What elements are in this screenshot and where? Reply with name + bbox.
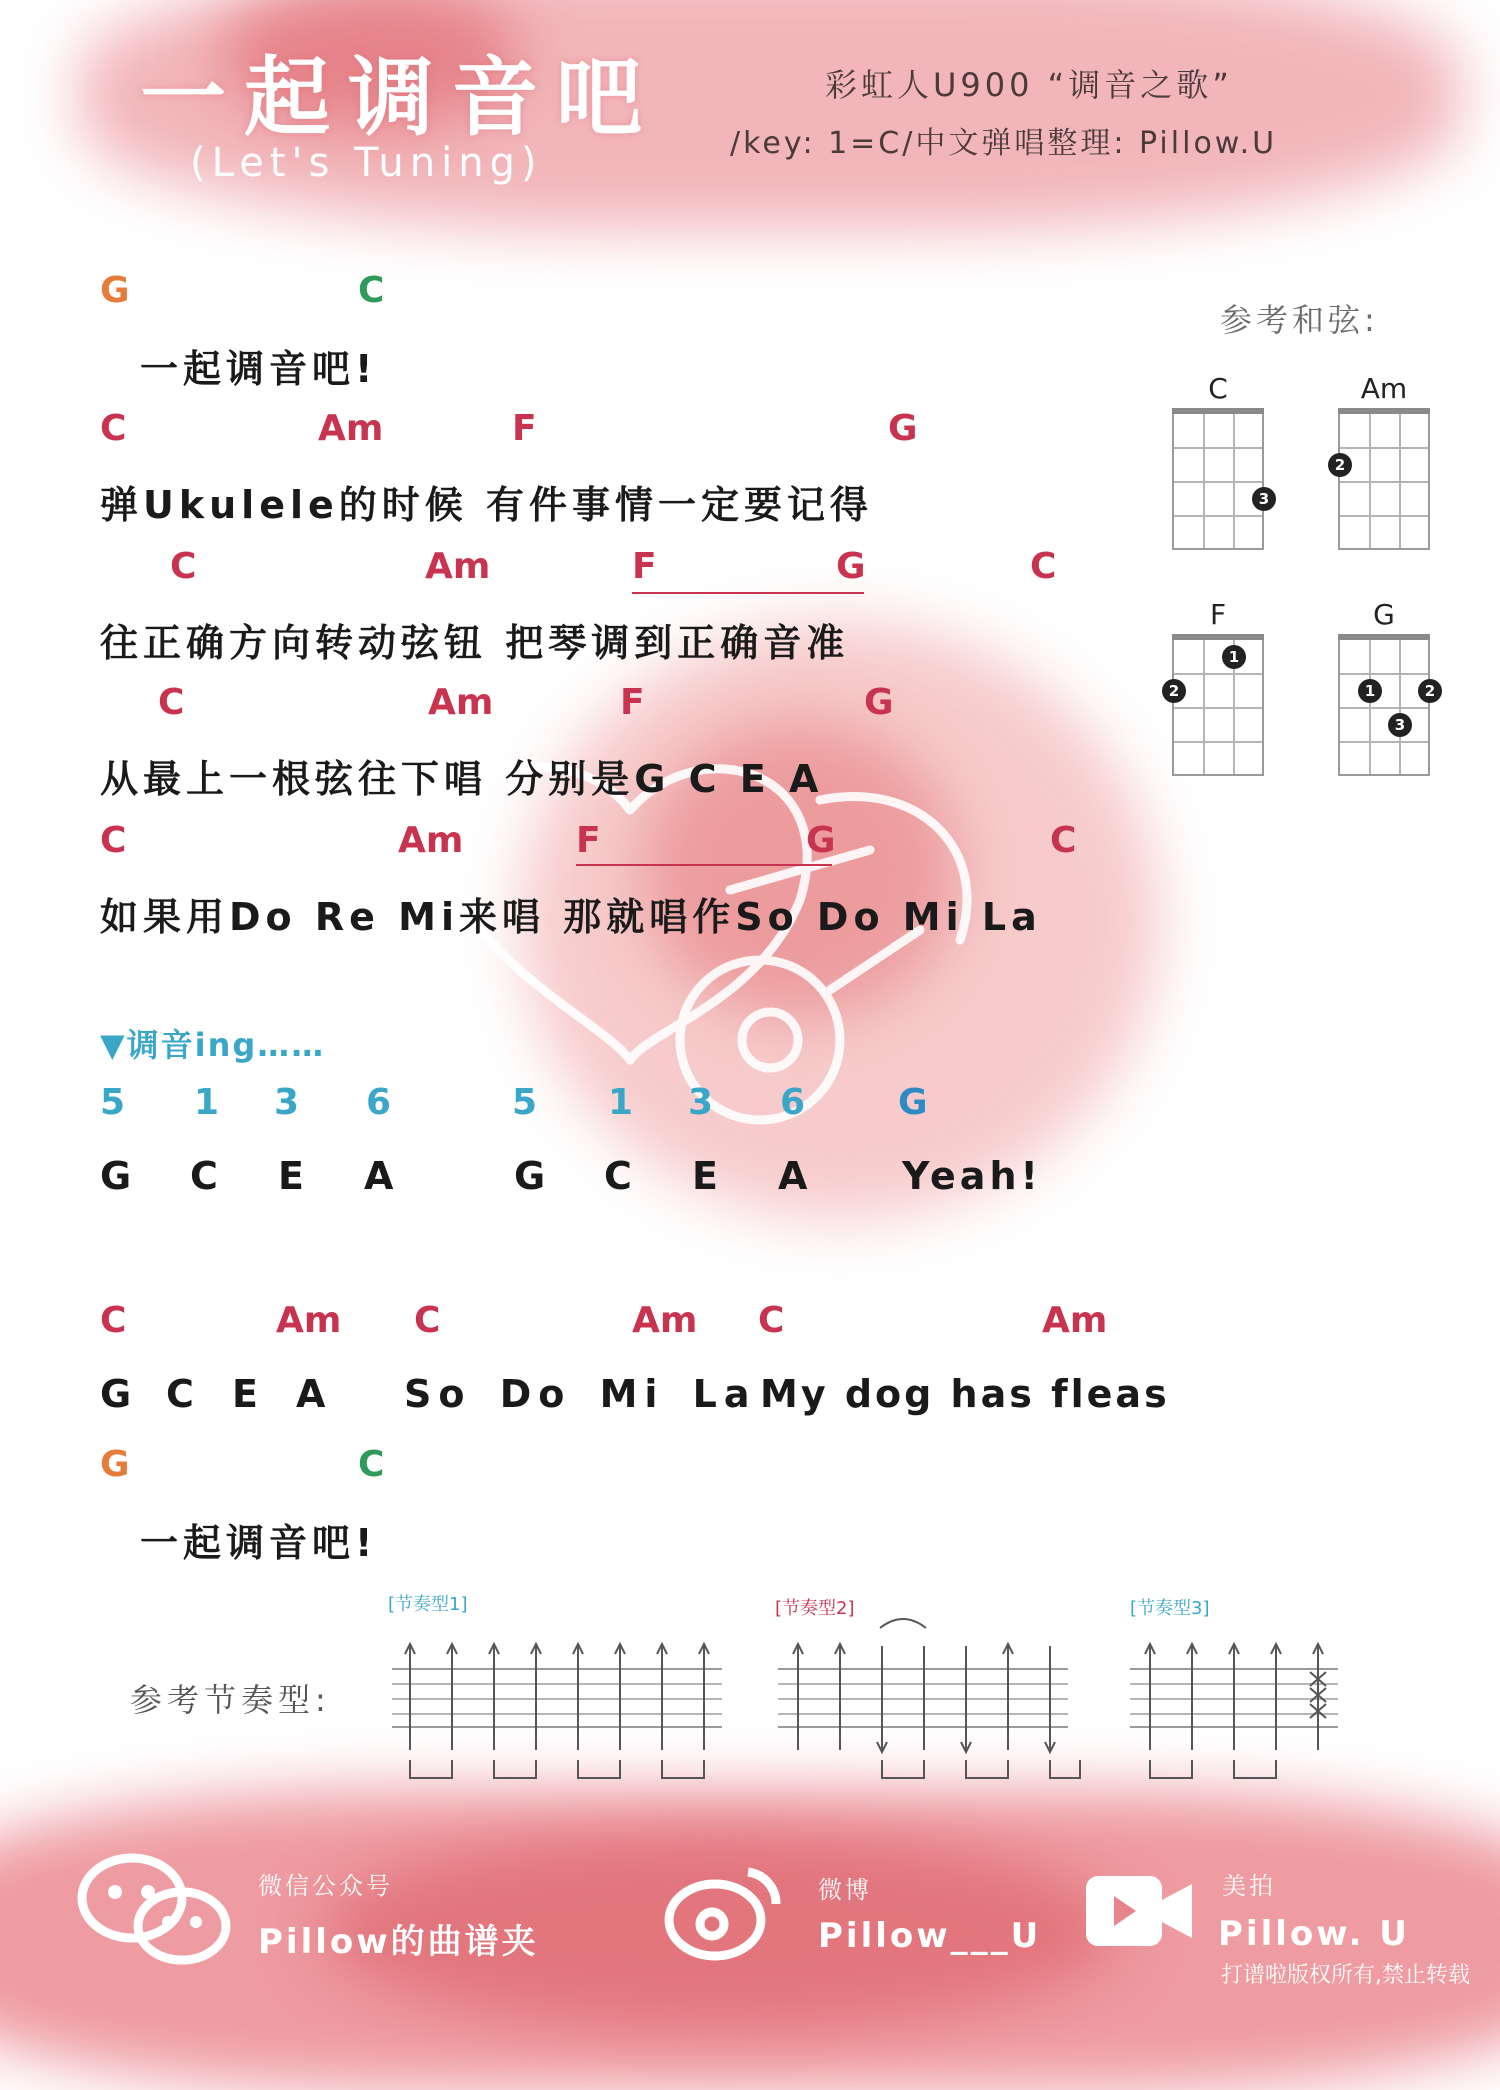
tuning-number: 5 — [100, 1082, 126, 1123]
chord-diagram-name: C — [1208, 372, 1228, 405]
chord: G — [898, 1082, 928, 1123]
chord: Am — [318, 408, 384, 449]
tuning-number: 3 — [688, 1082, 714, 1123]
rhythm-pattern-title: [节奏型3] — [1130, 1598, 1210, 1619]
tuning-number: 6 — [780, 1082, 806, 1123]
chord: Am — [425, 546, 491, 587]
yeah-text: Yeah! — [902, 1154, 1042, 1198]
chord-diagram-c — [1172, 412, 1270, 550]
chord: C — [358, 1444, 385, 1485]
rhythm-label: 参考节奏型: — [130, 1681, 331, 1719]
string-note: C — [604, 1154, 632, 1198]
chord: C — [358, 270, 385, 311]
string-note: E — [278, 1154, 304, 1198]
chord: C — [1030, 546, 1057, 587]
solfege-phrase: So Do Mi La — [404, 1372, 757, 1416]
meipai-icon — [1080, 1862, 1200, 1962]
finger-dot: 3 — [1252, 487, 1276, 511]
chord: G — [100, 270, 130, 311]
chord: Am — [1042, 1300, 1108, 1341]
string-note: E — [232, 1372, 258, 1416]
chord-diagram-name: G — [1373, 598, 1395, 631]
chord: C — [100, 408, 127, 449]
chord-underline — [576, 864, 832, 866]
song-credits: /key: 1=C/中文弹唱整理: Pillow.U — [730, 126, 1278, 161]
chord-diagram-f — [1168, 638, 1264, 776]
reference-chords-label: 参考和弦: — [1220, 301, 1379, 339]
chord: C — [100, 1300, 127, 1341]
rhythm-pattern-title: [节奏型2] — [775, 1598, 855, 1619]
chord: Am — [398, 820, 464, 861]
chord-diagram-name: F — [1209, 598, 1227, 631]
tuning-number: 6 — [366, 1082, 392, 1123]
tuning-number: 1 — [608, 1082, 634, 1123]
chord: G — [836, 546, 866, 587]
chord: G — [806, 820, 836, 861]
meipai-value[interactable]: Pillow. U — [1218, 1914, 1410, 1954]
string-note: A — [296, 1372, 326, 1416]
chord: G — [888, 408, 918, 449]
chord: G — [100, 1444, 130, 1485]
song-subtitle: (Let's Tuning) — [190, 140, 543, 186]
chord: C — [758, 1300, 785, 1341]
chord: C — [170, 546, 197, 587]
chord: C — [158, 682, 185, 723]
finger-dot: 3 — [1388, 713, 1412, 737]
lyric-line: 一起调音吧! — [140, 1521, 378, 1565]
lyric-line: 往正确方向转动弦钮 把琴调到正确音准 — [100, 621, 850, 665]
weibo-value[interactable]: Pillow___U — [818, 1916, 1042, 1956]
tuning-number: 5 — [512, 1082, 538, 1123]
string-note: G — [100, 1372, 132, 1416]
chord: C — [414, 1300, 441, 1341]
lyric-line: 如果用Do Re Mi来唱 那就唱作So Do Mi La — [100, 895, 1042, 939]
song-title: 一起调音吧 — [140, 48, 660, 148]
string-note: E — [692, 1154, 718, 1198]
string-note: C — [166, 1372, 194, 1416]
wechat-label: 微信公众号 — [258, 1872, 393, 1900]
chord-underline — [632, 592, 864, 594]
string-note: G — [514, 1154, 546, 1198]
chord: F — [576, 820, 601, 861]
chord: Am — [276, 1300, 342, 1341]
chord-diagram-am — [1334, 412, 1430, 550]
chord-diagram-name: Am — [1360, 372, 1408, 405]
chord: F — [512, 408, 537, 449]
lyric-line: 从最上一根弦往下唱 分别是G C E A — [100, 757, 824, 801]
finger-dot: 2 — [1162, 679, 1186, 703]
string-note: A — [364, 1154, 394, 1198]
song-source: 彩虹人U900 “调音之歌” — [825, 66, 1233, 104]
tuning-number: 3 — [274, 1082, 300, 1123]
chord: Am — [428, 682, 494, 723]
finger-dot: 2 — [1328, 453, 1352, 477]
chord: F — [620, 682, 645, 723]
weibo-icon — [660, 1858, 790, 1968]
chord-diagram-g — [1338, 638, 1436, 776]
mnemonic-phrase: My dog has fleas — [760, 1372, 1170, 1416]
chord: F — [632, 546, 657, 587]
finger-dot: 1 — [1358, 679, 1382, 703]
string-note: G — [100, 1154, 132, 1198]
wechat-icon — [70, 1850, 240, 1970]
finger-dot: 1 — [1222, 645, 1246, 669]
chord: Am — [632, 1300, 698, 1341]
chord: C — [100, 820, 127, 861]
rhythm-pattern-title: [节奏型1] — [388, 1594, 468, 1615]
lyric-line: 弹Ukulele的时候 有件事情一定要记得 — [100, 483, 874, 527]
string-note: A — [778, 1154, 808, 1198]
copyright-notice: 打谱啦版权所有,禁止转载 — [1221, 1963, 1470, 1988]
rhythm-strokes — [380, 1610, 1380, 1790]
chord: G — [864, 682, 894, 723]
tuning-section-title: ▼调音ing…… — [100, 1026, 326, 1064]
tuning-number: 1 — [194, 1082, 220, 1123]
meipai-label: 美拍 — [1222, 1872, 1276, 1900]
string-note: C — [190, 1154, 218, 1198]
finger-dot: 2 — [1418, 679, 1442, 703]
lyric-line: 一起调音吧! — [140, 347, 378, 391]
wechat-value[interactable]: Pillow的曲谱夹 — [258, 1922, 539, 1962]
chord: C — [1050, 820, 1077, 861]
weibo-label: 微博 — [818, 1876, 872, 1904]
